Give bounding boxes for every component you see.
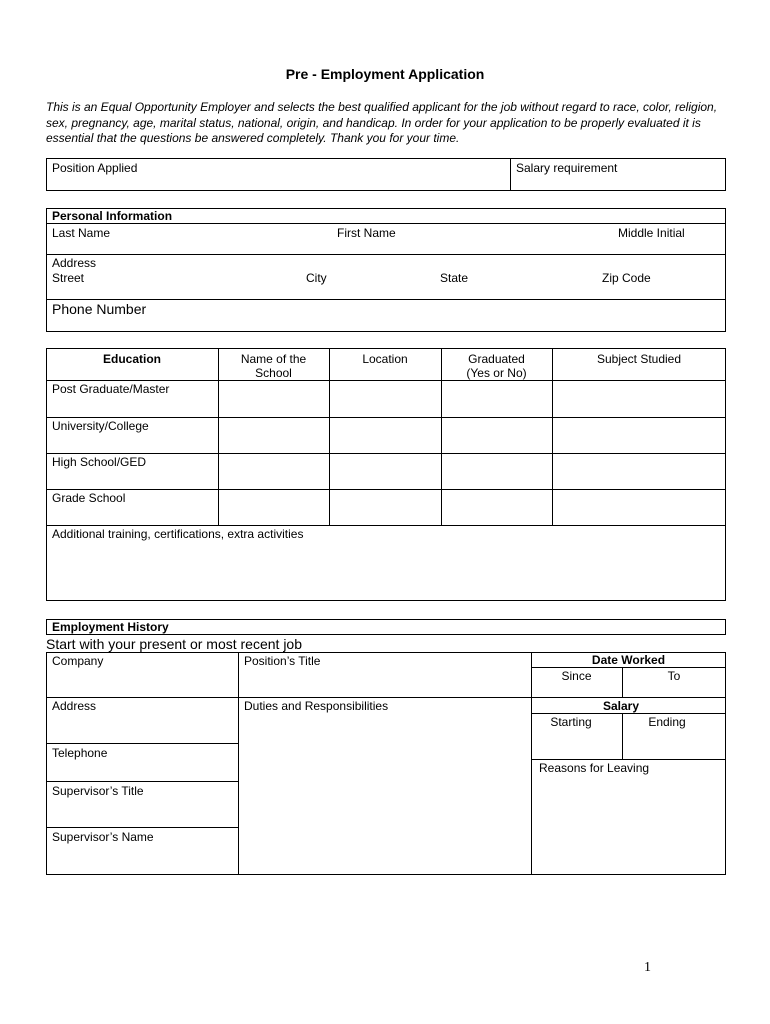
since-field[interactable]: Since <box>561 669 592 683</box>
middle-initial-field[interactable]: Middle Initial <box>618 226 685 240</box>
additional-training-field[interactable]: Additional training, certifications, extra activities <box>52 527 304 541</box>
employment-subheading: Start with your present or most recent job <box>46 636 302 652</box>
page-title: Pre - Employment Application <box>285 66 485 82</box>
phone-number-field[interactable]: Phone Number <box>52 301 147 317</box>
school-name-header-line1: Name of the <box>240 352 307 366</box>
page-number: 1 <box>644 960 651 975</box>
supervisor-name-field[interactable]: Supervisor’s Name <box>52 830 154 844</box>
telephone-field[interactable]: Telephone <box>52 746 108 760</box>
salary-header: Salary <box>602 699 640 713</box>
reasons-for-leaving-field[interactable]: Reasons for Leaving <box>539 761 650 775</box>
ending-salary-field[interactable]: Ending <box>648 715 686 729</box>
date-worked-header: Date Worked <box>591 653 666 667</box>
graduated-header-line2: (Yes or No) <box>466 366 527 380</box>
state-field[interactable]: State <box>440 271 469 285</box>
salary-requirement-field[interactable]: Salary requirement <box>516 161 618 175</box>
to-field[interactable]: To <box>667 669 681 683</box>
intro-paragraph: This is an Equal Opportunity Employer and selects the best qualified applicant for the job without regard to race, color, religion, sex, pregnancy, age, marital status, national, origin, and handicap. In order for your application to be properly evaluated it is essential that the questions be answered completely. Thank you for your time. <box>46 100 718 145</box>
supervisor-title-field[interactable]: Supervisor’s Title <box>52 784 144 798</box>
position-title-field[interactable]: Position’s Title <box>244 654 321 668</box>
school-name-header-line2: School <box>255 366 292 380</box>
last-name-field[interactable]: Last Name <box>52 226 111 240</box>
starting-salary-field[interactable]: Starting <box>550 715 592 729</box>
subject-studied-header: Subject Studied <box>596 352 682 366</box>
employer-address-field[interactable]: Address <box>52 699 97 713</box>
company-field[interactable]: Company <box>52 654 104 668</box>
duties-field[interactable]: Duties and Responsibilities <box>244 699 389 713</box>
first-name-field[interactable]: First Name <box>337 226 396 240</box>
location-header: Location <box>362 352 408 366</box>
zip-code-field[interactable]: Zip Code <box>602 271 651 285</box>
education-row-university: University/College <box>52 419 149 433</box>
education-column-header: Education <box>102 352 161 366</box>
city-field[interactable]: City <box>306 271 327 285</box>
address-label: Address <box>52 256 97 270</box>
graduated-header-line1: Graduated <box>468 352 525 366</box>
personal-information-heading: Personal Information <box>52 209 173 223</box>
education-row-high-school: High School/GED <box>52 455 147 469</box>
education-row-post-graduate: Post Graduate/Master <box>52 382 170 396</box>
education-row-grade-school: Grade School <box>52 491 126 505</box>
employment-history-heading: Employment History <box>52 620 169 634</box>
position-salary-box <box>46 158 726 191</box>
street-field[interactable]: Street <box>52 271 85 285</box>
position-applied-field[interactable]: Position Applied <box>52 161 138 175</box>
